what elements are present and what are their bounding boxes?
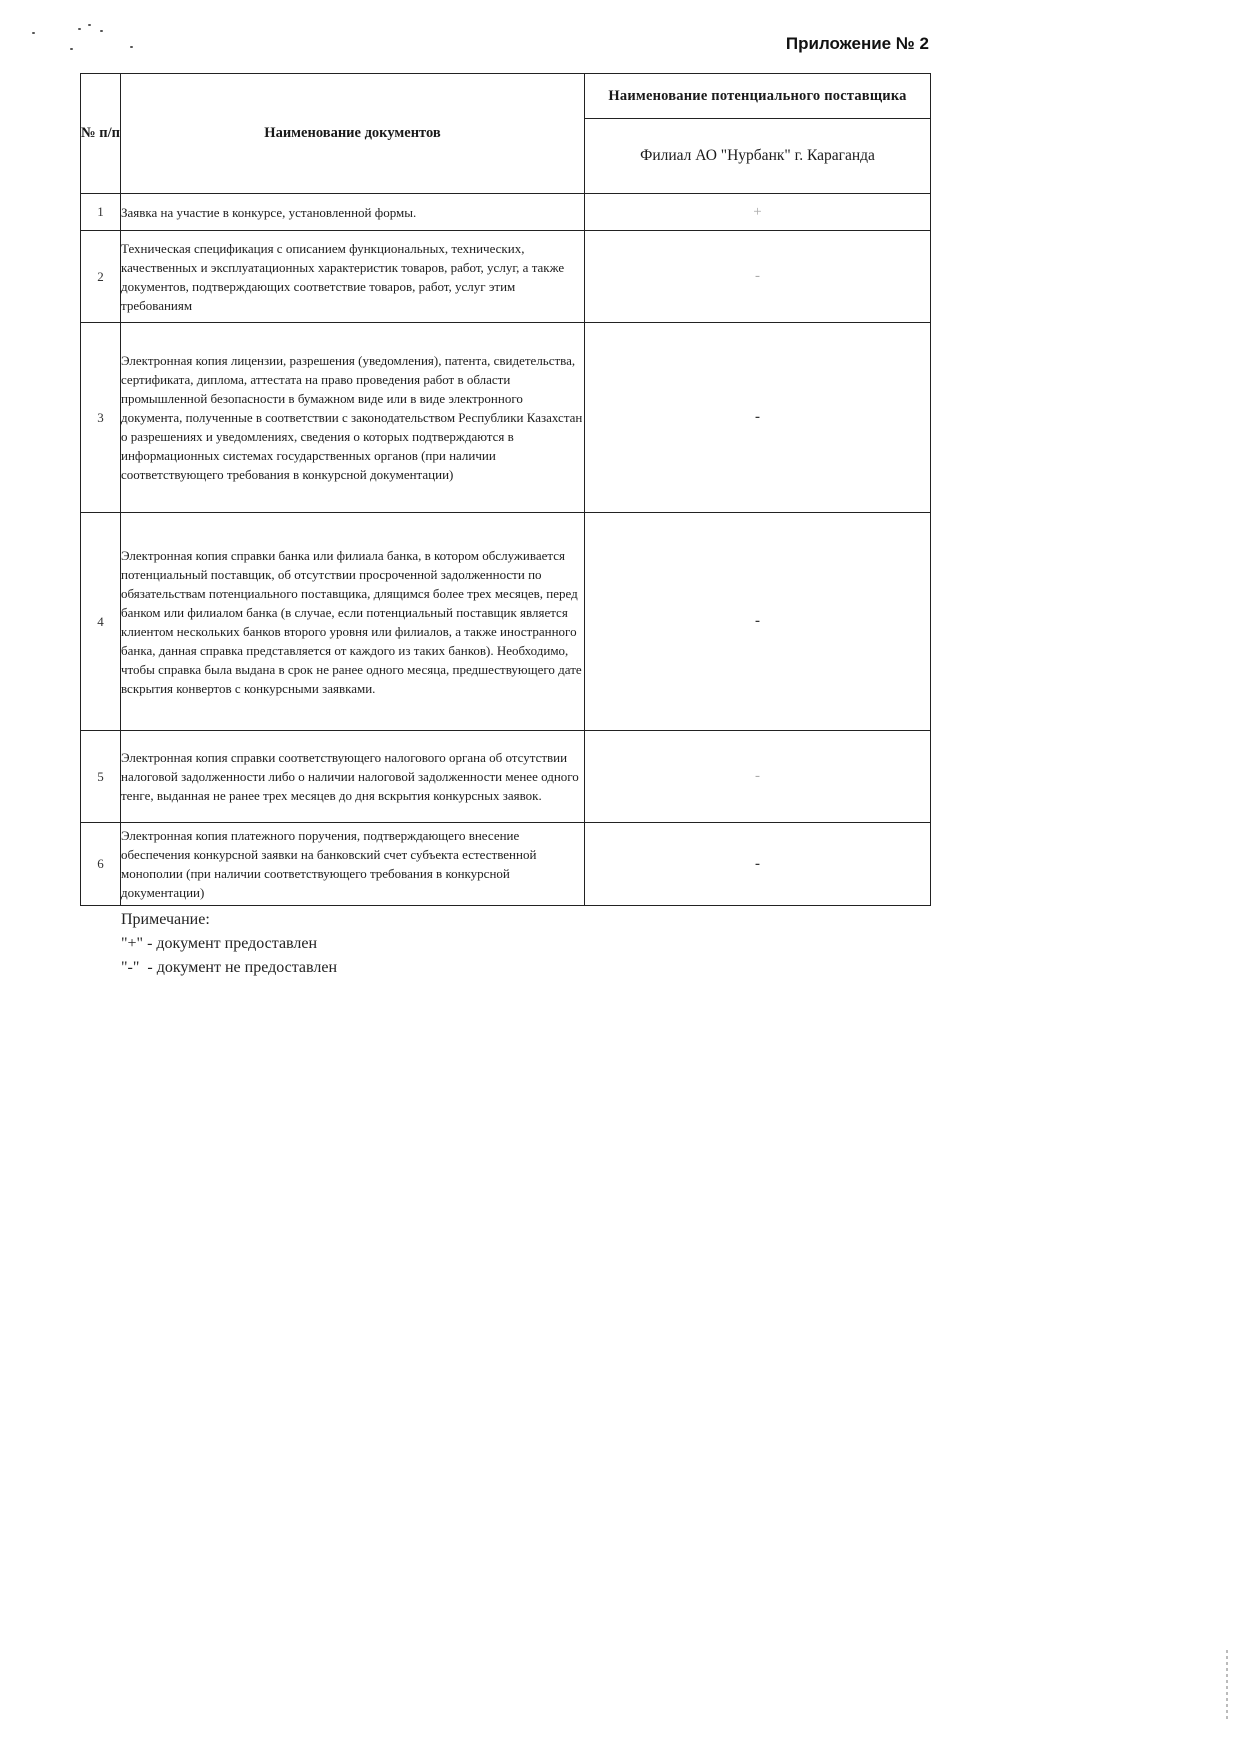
row-mark: - — [585, 231, 931, 323]
row-mark: - — [585, 513, 931, 731]
row-mark: - — [585, 823, 931, 906]
table-row — [81, 231, 931, 323]
header-number: № п/п — [81, 74, 121, 194]
supplier-name: Филиал АО "Нурбанк" г. Караганда — [585, 119, 931, 194]
header-documents: Наименование документов — [121, 74, 585, 194]
row-number: 6 — [81, 823, 121, 906]
row-number: 1 — [81, 194, 121, 231]
row-document: Электронная копия платежного поручения, подтверждающего внесение обеспечения конкурсной заявки на банковский счет субъекта естественной монополии (при наличии соответствующего требования в конкурсной документации) — [121, 823, 585, 906]
table-row — [81, 194, 931, 231]
row-document: Заявка на участие в конкурсе, установленной формы. — [121, 194, 585, 231]
table-header-row — [81, 74, 931, 119]
header-supplier: Наименование потенциального поставщика — [585, 74, 931, 119]
row-mark: - — [585, 731, 931, 823]
row-number: 5 — [81, 731, 121, 823]
row-document: Электронная копия справки банка или филиала банка, в котором обслуживается потенциальный поставщик, об отсутствии просроченной задолженности по обязательствам потенциального поставщика, длящимся более трех месяцев, перед банком или филиалом банка (в случае, если потенциальный поставщик является клиентом нескольких банков второго уровня или филиалов, а также иностранного банка, данная справка представляется от каждого из таких банков). Необходимо, чтобы справка была выдана в срок не ранее одного месяца, предшествующего дате вскрытия конвертов с конкурсными заявками. — [121, 513, 585, 731]
table-row — [81, 823, 931, 906]
appendix-title: Приложение № 2 — [785, 34, 929, 53]
scan-edge-artifact — [1226, 1650, 1228, 1720]
row-mark: - — [585, 323, 931, 513]
row-document: Техническая спецификация с описанием функциональных, технических, качественных и эксплуатационных характеристик товаров, работ, услуг, а также документов, подтверждающих соответствие товаров, работ, услуг этим требованиям — [121, 231, 585, 323]
note-plus-line: "+" - документ предоставлен — [121, 935, 318, 952]
note-title: Примечание: — [121, 911, 210, 928]
documents-table — [80, 73, 931, 906]
note-block — [121, 908, 337, 980]
row-mark: + — [585, 194, 931, 231]
row-document: Электронная копия справки соответствующего налогового органа об отсутствии налоговой задолженности либо о наличии налоговой задолженности менее одного тенге, выданная не ранее трех месяцев до дня вскрытия конкурсных заявок. — [121, 731, 585, 823]
table-row — [81, 323, 931, 513]
table-row — [81, 731, 931, 823]
row-number: 4 — [81, 513, 121, 731]
row-document: Электронная копия лицензии, разрешения (уведомления), патента, свидетельства, сертификата, диплома, аттестата на право проведения работ в области промышленной безопасности в бумажном виде или в виде электронного документа, полученные в соответствии с законодательством Республики Казахстан о разрешениях и уведомлениях, сведения о которых подтверждаются в информационных системах государственных органов (при наличии соответствующего требования в конкурсной документации) — [121, 323, 585, 513]
note-minus-line: "-" - документ не предоставлен — [121, 959, 338, 976]
row-number: 2 — [81, 231, 121, 323]
table-row — [81, 513, 931, 731]
row-number: 3 — [81, 323, 121, 513]
scan-artifacts — [30, 14, 170, 64]
